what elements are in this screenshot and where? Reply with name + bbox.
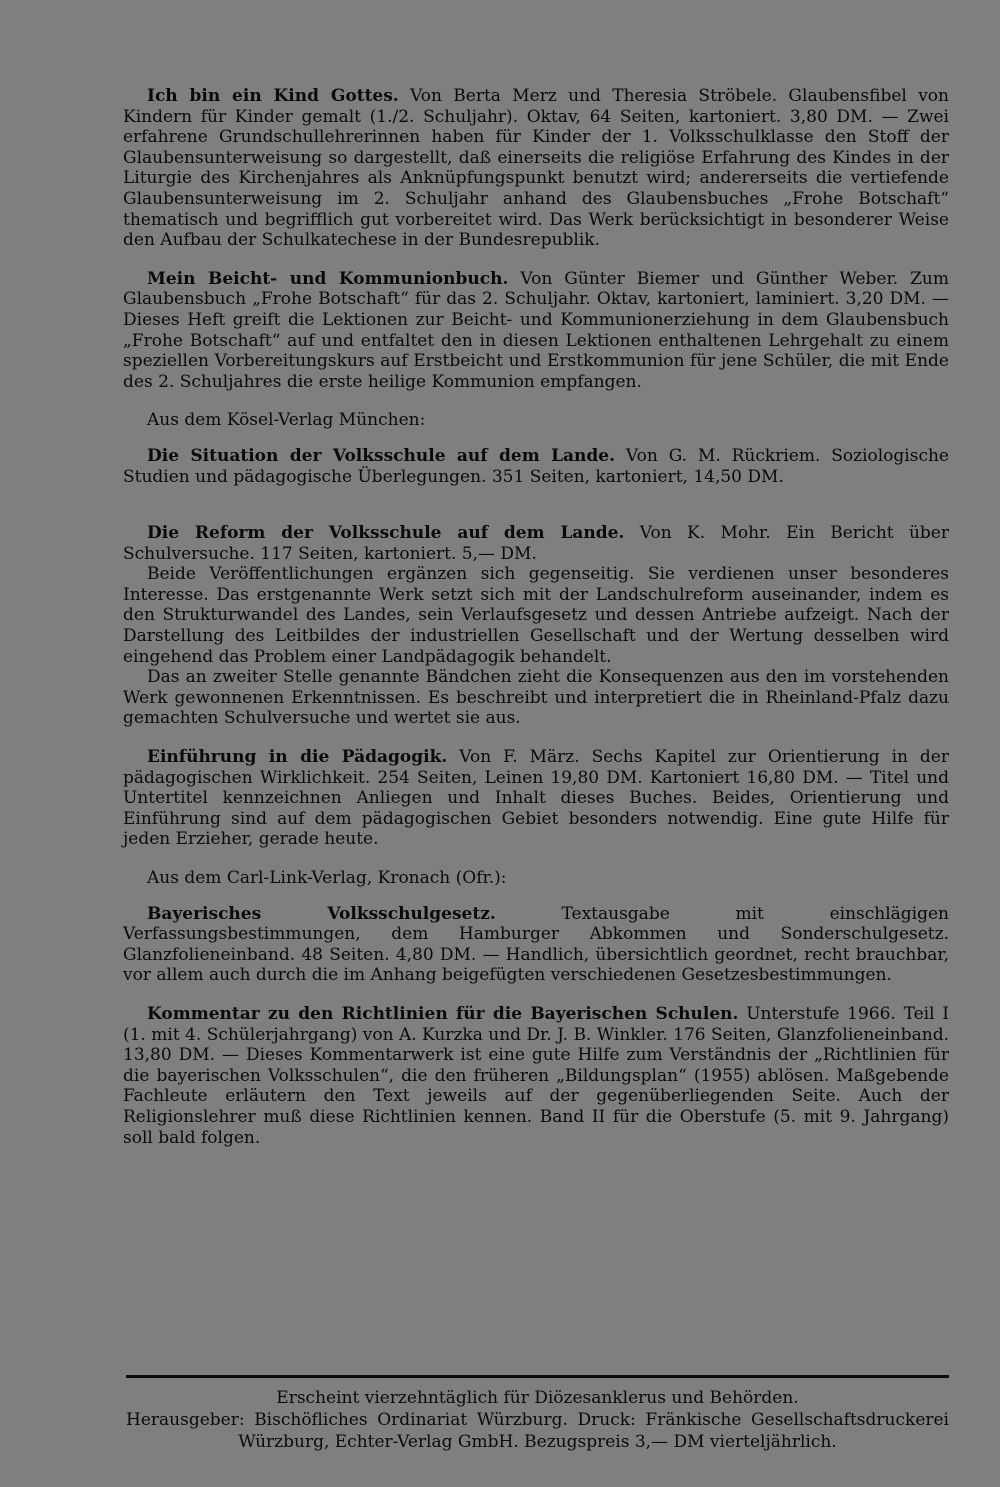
book-entry — [123, 904, 949, 986]
book-title: Einführung in die Pädagogik. — [147, 747, 448, 768]
book-entry-head — [123, 523, 949, 564]
book-description: Von Berta Merz und Theresia Ströbele. Glaubensfibel von Kindern für Kinder gemalt (1./2. Schuljahr). Oktav, 64 Seiten, kartoniert. 3,80 DM. — Zwei erfahrene Grundschullehrerinnen haben für Kinder der 1. Volksschulklasse den Stoff der Glaubensunterweisung so dargestellt, daß einerseits die religiöse Erfahrung des Kindes in der Liturgie des Kirchenjahres als Anknüpfungspunkt benutzt wird; andererseits die vertiefende Glaubensunterweisung im 2. Schuljahr anhand des Glaubensbuches „Frohe Botschaft“ thematisch und begrifflich gut vorbereitet wird. Das Werk berücksichtigt in besonderer Weise den Aufbau der Schulkatechese in der Bundesrepublik. — [123, 86, 949, 251]
book-description: Von Günter Biemer und Günther Weber. Zum Glaubensbuch „Frohe Botschaft“ für das 2. Schuljahr. Oktav, kartoniert, laminiert. 3,20 DM. — Dieses Heft greift die Lektionen zur Beicht- und Kommunionerziehung in dem Glaubensbuch „Frohe Botschaft“ auf und entfaltet den in diesen Lektionen enthaltenen Lehrgehalt zu einem speziellen Vorbereitungskurs auf Erstbeicht und Erstkommunion für jene Schüler, die mit Ende des 2. Schuljahres die erste heilige Kommunion empfangen. — [123, 268, 949, 392]
book-description: Von G. M. Rückriem. Soziologische Studien und pädagogische Überlegungen. 351 Seiten, kartoniert, 14,50 DM. — [123, 445, 949, 487]
publisher-heading: Aus dem Kösel-Verlag München: — [147, 410, 426, 431]
book-title: Ich bin ein Kind Gottes. — [147, 86, 399, 106]
review-paragraph: Das an zweiter Stelle genannte Bändchen zieht die Konsequenzen aus den im vorstehenden Werk gewonnenen Erkenntnissen. Es beschreibt und interpretiert die in Rheinland-Pfalz dazu gemachten Schulversuche und wertet sie aus. — [123, 667, 949, 729]
book-entry — [123, 523, 949, 729]
publisher-imprint: Herausgeber: Bischöfliches Ordinariat Würzburg. Druck: Fränkische Gesellschaftsdruckerei Würzburg, Echter-Verlag GmbH. Bezugspreis 3,— DM vierteljährlich. — [126, 1410, 949, 1452]
review-paragraph: Beide Veröffentlichungen ergänzen sich gegenseitig. Sie verdienen unser besonderes Interesse. Das erstgenannte Werk setzt sich mit der Landschulreform auseinander, indem es den Strukturwandel des Landes, sein Verlaufsgesetz und dessen Antriebe aufzeigt. Nach der Darstellung des Leitbildes der industriellen Gesellschaft und der Wertung desselben wird eingehend das Problem einer Landpädagogik behandelt. — [123, 564, 949, 667]
book-entry — [123, 747, 949, 850]
book-description: Textausgabe mit einschlägigen Verfassungsbestimmungen, dem Hamburger Abkommen und Sonderschulgesetz. Glanzfolieneinband. 48 Seiten. 4,80 DM. — Handlich, übersichtlich geordnet, recht brauchbar, vor allem auch durch die im Anhang beigefügten verschiedenen Gesetzesbestimmungen. — [123, 903, 949, 986]
publication-frequency: Erscheint vierzehntäglich für Diözesanklerus und Behörden. — [276, 1388, 799, 1408]
book-entry — [123, 86, 949, 251]
book-description: Unterstufe 1966. Teil I (1. mit 4. Schülerjahrgang) von A. Kurzka und Dr. J. B. Winkler. 176 Seiten, Glanzfolieneinband. 13,80 DM. — Dieses Kommentarwerk ist eine gute Hilfe zum Verständnis der „Richtlinien für die bayerischen Volksschulen“, die den früheren „Bildungsplan“ (1955) ablösen. Maßgebende Fachleute erläutern den Text jeweils auf der gegenüberliegenden Seite. Auch der Religionslehrer muß diese Richtlinien kennen. Band II für die Oberstufe (5. mit 9. Jahrgang) soll bald folgen. — [123, 1003, 949, 1148]
book-title: Kommentar zu den Richtlinien für die Bayerischen Schulen. — [147, 1003, 739, 1024]
book-title: Mein Beicht- und Kommunionbuch. — [147, 268, 509, 289]
book-title: Die Situation der Volksschule auf dem Lande. — [147, 445, 616, 466]
book-entry — [123, 1004, 949, 1148]
book-description: Von K. Mohr. Ein Bericht über Schulversuche. 117 Seiten, kartoniert. 5,— DM. — [123, 523, 949, 564]
book-entry — [123, 446, 949, 487]
book-entry — [123, 269, 949, 393]
book-description: Von F. März. Sechs Kapitel zur Orientierung in der pädagogischen Wirklichkeit. 254 Seiten, Leinen 19,80 DM. Kartoniert 16,80 DM. — Titel und Untertitel kennzeichnen Anliegen und Inhalt dieses Buches. Beides, Orientierung und Einführung sind auf dem pädagogischen Gebiet besonders notwendig. Eine gute Hilfe für jeden Erzieher, gerade heute. — [123, 747, 949, 850]
publisher-heading: Aus dem Carl-Link-Verlag, Kronach (Ofr.): — [147, 868, 507, 888]
review-column — [123, 86, 949, 1148]
book-title: Die Reform der Volksschule auf dem Lande. — [147, 523, 625, 544]
imprint-footer — [126, 1375, 949, 1453]
book-title: Bayerisches Volksschulgesetz. — [147, 903, 496, 924]
